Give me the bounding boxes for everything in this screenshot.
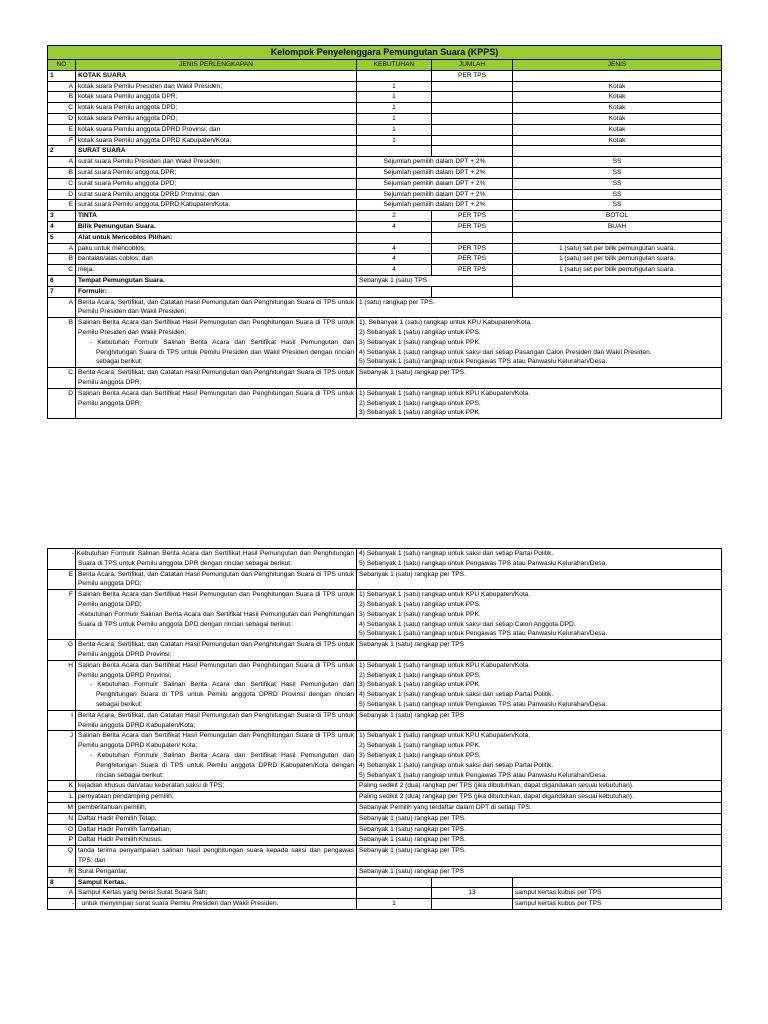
kebutuhan-line: 2) Sebanyak 1 (satu) rangkap untuk PPS. bbox=[359, 399, 481, 407]
kebutuhan-line: 2) Sebanyak 1 (satu) rangkap untuk PPK. bbox=[359, 742, 481, 750]
header-no: NO bbox=[48, 60, 76, 71]
section-row bbox=[48, 286, 722, 297]
row-jumlah: PER TPS bbox=[432, 243, 513, 254]
kebutuhan-line: 3) Sebanyak 1 (satu) rangkap untuk PPK. bbox=[359, 409, 481, 417]
empty-cell bbox=[432, 135, 513, 146]
row-kebutuhan: Paling sedikit 2 (dua) rangkap per TPS (jika dibutuhkan, dapat digandakan sesuai kebutuhan). bbox=[357, 792, 722, 803]
header-jenis: JENIS bbox=[513, 60, 722, 71]
row-no: P bbox=[48, 835, 76, 846]
table-title-row bbox=[48, 46, 722, 60]
kebutuhan-line: 5) Sebanyak 1 (satu) rangkap untuk Pengawas TPS atau Panwaslu Kelurahan/Desa. bbox=[359, 630, 608, 638]
row-no: B bbox=[48, 92, 76, 103]
row-item bbox=[76, 318, 357, 368]
table-row bbox=[48, 569, 722, 590]
row-item-sub-text: Kebutuhan Formulir Salinan Berita Acara dan Sertifikat Hasil Pemungutan dan Penghitungan Suara di TPS untuk Pemilu anggota DPRD Kabupaten/Kota dengan rincian sebagai berikut: bbox=[96, 751, 354, 779]
row-kebutuhan: Sejumlah pemilih dalam DPT + 2% bbox=[357, 189, 513, 200]
row-item bbox=[76, 660, 357, 710]
row-kebutuhan-list bbox=[357, 388, 722, 418]
table-row bbox=[48, 590, 722, 640]
row-item: surat suara Pemilu anggota DPRD Provinsi; dan bbox=[76, 189, 357, 200]
row-jenis: BOTOL bbox=[513, 211, 722, 222]
row-item-text: Salinan Berita Acara dan Sertifikat Hasil Pemungutan dan Penghitungan Suara di TPS untuk Pemilu anggota DPRD Provinsi; bbox=[78, 661, 354, 679]
row-jumlah: PER TPS bbox=[432, 221, 513, 232]
row-no: B bbox=[48, 254, 76, 265]
table-row bbox=[48, 297, 722, 318]
kebutuhan-line: 1) Sebanyak 1 (satu) rangkap untuk KPU Kabupaten/Kota. bbox=[359, 389, 531, 397]
row-kebutuhan: 1 bbox=[357, 899, 432, 910]
row-no: A bbox=[48, 297, 76, 318]
kebutuhan-line: 1) Sebanyak 1 (satu) rangkap untuk KPU Kabupaten/Kota. bbox=[359, 661, 531, 669]
row-kebutuhan: Sebanyak 1 (satu) rangkap per TPS. bbox=[357, 813, 722, 824]
kebutuhan-line: 4) Sebanyak 1 (satu) rangkap untuk saksi dari setiap Partai Politik. bbox=[359, 761, 554, 769]
empty-cell bbox=[432, 877, 513, 888]
row-kebutuhan: 4 bbox=[357, 243, 432, 254]
row-no: A bbox=[48, 157, 76, 168]
table-row bbox=[48, 660, 722, 710]
row-item: kotak suara Pemilu anggota DPRD Kabupaten/Kota. bbox=[76, 135, 357, 146]
row-item-sub-text: Kebutuhan Formulir Salinan Berita Acara dan Sertifikat Hasil Pemungutan dan Penghitungan Suara di TPS untuk Pemilu anggota DPRD Provinsi dengan rincian sebagai berikut: bbox=[96, 681, 354, 708]
empty-cell bbox=[357, 70, 432, 81]
row-no: E bbox=[48, 200, 76, 211]
row-kebutuhan: Sebanyak 1 (satu) rangkap per TPS. bbox=[357, 824, 722, 835]
empty-cell bbox=[357, 877, 432, 888]
kebutuhan-line: 2) Sebanyak 1 (satu) rangkap untuk PPS. bbox=[359, 671, 481, 679]
kebutuhan-line: 3) Sebanyak 1 (satu) rangkap untuk PPK. bbox=[359, 610, 481, 618]
empty-cell bbox=[432, 113, 513, 124]
row-jenis: 1 (satu) set per bilik pemungutan suara. bbox=[513, 243, 722, 254]
row-item: Berita Acara, Sertifikat, dan Catatan Hasil Pemungutan dan Penghitungan Suara di TPS untuk Pemilu anggota DPR; bbox=[76, 368, 357, 389]
kebutuhan-line: 2) Sebanyak 1 (satu) rangkap untuk PPS. bbox=[359, 328, 481, 336]
row-no: F bbox=[48, 590, 76, 640]
section-row bbox=[48, 877, 722, 888]
row-no: A bbox=[48, 888, 76, 899]
empty-cell bbox=[357, 232, 432, 243]
row-jumlah: PER TPS bbox=[432, 211, 513, 222]
kebutuhan-line: 5) Sebanyak 1 (satu) rangkap untuk Pengawas TPS atau Panwaslu Kelurahan/Desa. bbox=[359, 771, 608, 779]
section-name: TINTA bbox=[76, 211, 357, 222]
row-kebutuhan: 1 bbox=[357, 103, 432, 114]
table-row bbox=[48, 265, 722, 276]
row-item: Daftar Hadir Pemilih Tetap; bbox=[76, 813, 357, 824]
row-no: I bbox=[48, 710, 76, 731]
row-jumlah: PER TPS bbox=[432, 254, 513, 265]
row-no: J bbox=[48, 731, 76, 781]
section-no: 2 bbox=[48, 146, 76, 157]
row-item: bantalan/alas coblos; dan bbox=[76, 254, 357, 265]
row-no: E bbox=[48, 569, 76, 590]
row-jenis: SS bbox=[513, 157, 722, 168]
row-item-sub-text: Kebutuhan Formulir Salinan Berita Acara dan Sertifikat Hasil Pemungutan dan Penghitungan Suara di TPS untuk Pemilu anggota DPR dengan rincian sebagai berikut: bbox=[76, 550, 354, 567]
row-no: A bbox=[48, 243, 76, 254]
row-item-sub bbox=[72, 549, 357, 570]
row-item: meja. bbox=[76, 265, 357, 276]
row-no: M bbox=[48, 802, 76, 813]
kebutuhan-line: 4) Sebanyak 1 (satu) rangkap untuk saksi dari setiap Partai Politik. bbox=[359, 691, 554, 699]
kebutuhan-line: 2) Sebanyak 1 (satu) rangkap untuk PPS. bbox=[359, 600, 481, 608]
row-kebutuhan: Sebanyak 1 (satu) rangkap per TPS bbox=[357, 640, 722, 661]
row-no: Q bbox=[48, 846, 76, 867]
row-item: kotak suara Pemilu anggota DPR; bbox=[76, 92, 357, 103]
row-jenis: SS bbox=[513, 167, 722, 178]
table-row bbox=[48, 388, 722, 418]
section-no: 4 bbox=[48, 221, 76, 232]
section-no: 7 bbox=[48, 286, 76, 297]
section-row bbox=[48, 221, 722, 232]
row-no: E bbox=[48, 124, 76, 135]
row-no: D bbox=[48, 388, 76, 418]
row-no: C bbox=[48, 178, 76, 189]
table-row bbox=[48, 640, 722, 661]
row-no: N bbox=[48, 813, 76, 824]
kebutuhan-line: 1) Sebanyak 1 (satu) rangkap untuk KPU Kabupaten/Kota. bbox=[359, 732, 531, 740]
row-no: C bbox=[48, 103, 76, 114]
row-item-text: Salinan Berita Acara dan Sertifikat Hasil Pemungutan dan Penghitungan Suara di TPS untuk Pemilu Presiden dan Wakil Presiden; bbox=[78, 319, 354, 336]
table-row bbox=[48, 846, 722, 867]
row-no: B bbox=[48, 167, 76, 178]
table-row bbox=[48, 113, 722, 124]
empty-cell bbox=[357, 888, 432, 899]
table-row bbox=[48, 899, 722, 910]
row-item: pernyataan pendamping pemilih; bbox=[76, 792, 357, 803]
section-name: SURAT SUARA bbox=[76, 146, 357, 157]
row-item: Daftar Hadir Pemilih Khusus; bbox=[76, 835, 357, 846]
empty-cell bbox=[357, 146, 432, 157]
kebutuhan-line: 3) Sebanyak 1 (satu) rangkap untuk PPS. bbox=[359, 751, 481, 759]
row-item: Daftar Hadir Pemilih Tambahan; bbox=[76, 824, 357, 835]
row-no: F bbox=[48, 135, 76, 146]
row-item-sub-text: -Kebutuhan Formulir Salinan Berita Acara dan Sertifikat Hasil Pemungutan dan Penghitungan Suara di TPS untuk Pemilu anggota DPD dengan rincian sebagai berikut: bbox=[78, 610, 354, 628]
empty-cell bbox=[432, 232, 513, 243]
bullet-dash: - bbox=[72, 900, 82, 908]
row-kebutuhan: Sebanyak 1 (satu) rangkap per TPS bbox=[357, 866, 722, 877]
row-kebutuhan: 1 bbox=[357, 135, 432, 146]
table-row bbox=[48, 200, 722, 211]
row-jenis: Kotak bbox=[513, 135, 722, 146]
row-item-sub-text: untuk menyimpan surat suara Pemilu Presiden dan Wakil Presiden. bbox=[81, 900, 279, 908]
table-row bbox=[48, 318, 722, 368]
row-jenis: Kotak bbox=[513, 113, 722, 124]
empty-cell bbox=[513, 146, 722, 157]
row-kebutuhan: Sebanyak Pemilih yang terdaftar dalam DPT di setiap TPS. bbox=[357, 802, 722, 813]
row-kebutuhan: 1 bbox=[357, 81, 432, 92]
kebutuhan-line: 3) Sebanyak 1 (satu) rangkap untuk PPK. bbox=[359, 681, 481, 689]
row-item-sub bbox=[78, 751, 354, 780]
table-header-row bbox=[48, 60, 722, 71]
row-item: Berita Acara, Sertifikat, dan Catatan Hasil Pemungutan dan Penghitungan Suara di TPS untuk Pemilu Presiden dan Wakil Presiden; bbox=[76, 297, 357, 318]
row-no: B bbox=[48, 318, 76, 368]
table-row bbox=[48, 135, 722, 146]
row-item: Berita Acara, Sertifikat, dan Catatan Hasil Pemungutan dan Penghitungan Suara di TPS untuk Pemilu anggota DPRD Kabupaten/Kota; bbox=[76, 710, 357, 731]
table-row bbox=[48, 888, 722, 899]
row-item-sub bbox=[78, 680, 354, 709]
table-row bbox=[48, 710, 722, 731]
row-jenis: BUAH bbox=[513, 221, 722, 232]
kebutuhan-line: 1) Sebanyak 1 (satu) rangkap untuk KPU Kabupaten/Kota. bbox=[359, 591, 531, 599]
table-row bbox=[48, 124, 722, 135]
kebutuhan-line: 5) Sebanyak 1 (satu) rangkap untuk Pengawas TPS atau Panwaslu Kelurahan/Desa. bbox=[359, 700, 608, 708]
table-row bbox=[48, 824, 722, 835]
row-item: kotak suara Pemilu anggota DPD; bbox=[76, 103, 357, 114]
empty-cell bbox=[432, 146, 513, 157]
row-jenis: Kotak bbox=[513, 92, 722, 103]
row-jumlah: PER TPS bbox=[432, 265, 513, 276]
row-jenis: 1 (satu) set per bilik pemungutan suara. bbox=[513, 254, 722, 265]
section-no: 3 bbox=[48, 211, 76, 222]
section-no: 6 bbox=[48, 275, 76, 286]
row-no: C bbox=[48, 265, 76, 276]
row-item bbox=[76, 731, 357, 781]
row-item-sub bbox=[72, 899, 357, 910]
row-item: Berita Acara, Sertifikat, dan Catatan Hasil Pemungutan dan Penghitungan Suara di TPS untuk Pemilu anggota DPD; bbox=[76, 569, 357, 590]
kebutuhan-line: 5) Sebanyak 1 (satu) rangkap untuk Pengawas TPS atau Panwaslu Kelurahan/Desa. bbox=[359, 358, 608, 366]
section-name: Formulir: bbox=[76, 286, 357, 297]
row-kebutuhan: Sejumlah pemilih dalam DPT + 2% bbox=[357, 178, 513, 189]
table-row bbox=[48, 92, 722, 103]
kpps-table-page-1 bbox=[47, 45, 722, 419]
empty-cell bbox=[432, 124, 513, 135]
table-row bbox=[48, 781, 722, 792]
table-row bbox=[48, 731, 722, 781]
empty-cell bbox=[432, 899, 513, 910]
row-item: pemberitahuan pemilih; bbox=[76, 802, 357, 813]
header-kebutuhan: KEBUTUHAN bbox=[357, 60, 432, 71]
row-no: A bbox=[48, 81, 76, 92]
row-item: Berita Acara, Sertifikat, dan Catatan Hasil Pemungutan dan Penghitungan Suara di TPS untuk Pemilu anggota DPRD Provinsi; bbox=[76, 640, 357, 661]
header-jenis-perlengkapan: JENIS PERLENGKAPAN bbox=[76, 60, 357, 71]
row-jumlah: 13 bbox=[432, 888, 513, 899]
row-item: surat suara Pemilu anggota DPD; bbox=[76, 178, 357, 189]
kebutuhan-line: 5) Sebanyak 1 (satu) rangkap untuk Pengawas TPS atau Panwaslu Kelurahan/Desa. bbox=[359, 559, 608, 567]
row-no: C bbox=[48, 368, 76, 389]
empty-cell bbox=[513, 877, 722, 888]
row-kebutuhan: Sebanyak 1 (satu) rangkap per TPS. bbox=[357, 569, 722, 590]
row-item-sub-text: Kebutuhan Formulir Salinan Berita Acara dan Sertifikat Hasil Pemungutan dan Penghitungan Suara di TPS untuk Pemilu Presiden dan Wakil Presiden dengan rincian sebagai berikut: bbox=[96, 338, 354, 366]
kebutuhan-line: 3) Sebanyak 1 (satu) rangkap untuk PPK. bbox=[359, 338, 481, 346]
row-kebutuhan: 1 bbox=[357, 113, 432, 124]
kebutuhan-line: 1). Sebanyak 1 (satu) rangkap untuk KPU Kabupaten/Kota. bbox=[359, 319, 533, 327]
row-item: paku untuk mencoblos; bbox=[76, 243, 357, 254]
table-row bbox=[48, 792, 722, 803]
row-jenis: Kotak bbox=[513, 81, 722, 92]
row-no: L bbox=[48, 792, 76, 803]
row-kebutuhan: Sejumlah pemilih dalam DPT + 2% bbox=[357, 167, 513, 178]
row-item: kejadian khusus dan/atau keberatan saksi di TPS; bbox=[76, 781, 357, 792]
table-row bbox=[48, 81, 722, 92]
row-kebutuhan-list bbox=[357, 549, 722, 570]
table-row bbox=[48, 178, 722, 189]
row-no: G bbox=[48, 640, 76, 661]
header-jumlah: JUMLAH bbox=[432, 60, 513, 71]
empty-cell bbox=[432, 286, 513, 297]
row-item bbox=[76, 590, 357, 640]
section-name: KOTAK SUARA bbox=[76, 70, 357, 81]
row-item-text: Salinan Berita Acara dan Sertifikat Hasil Pemungutan dan Penghitungan Suara di TPS untuk Pemilu anggota DPD; bbox=[78, 591, 354, 608]
row-kebutuhan: Sebanyak 1 (satu) rangkap per TPS. bbox=[357, 846, 722, 867]
row-kebutuhan: 2 bbox=[357, 211, 432, 222]
row-jenis: sampul kertas kubus per TPS bbox=[513, 899, 722, 910]
row-kebutuhan: 1 (satu) rangkap per TPS. bbox=[357, 297, 722, 318]
row-no: K bbox=[48, 781, 76, 792]
section-row bbox=[48, 211, 722, 222]
table-row bbox=[48, 167, 722, 178]
table-row bbox=[48, 835, 722, 846]
row-kebutuhan-list bbox=[357, 590, 722, 640]
row-item: kotak suara Pemilu anggota DPRD Provinsi; dan bbox=[76, 124, 357, 135]
row-kebutuhan-list bbox=[357, 318, 722, 368]
row-no: O bbox=[48, 824, 76, 835]
row-item: tanda terima penyampaian salinan hasil penghitungan suara kepada saksi dan pengawas TPS; dan bbox=[76, 846, 357, 867]
table-row bbox=[48, 254, 722, 265]
row-kebutuhan: Sejumlah pemilih dalam DPT + 2% bbox=[357, 200, 513, 211]
empty-cell bbox=[513, 275, 722, 286]
row-kebutuhan-list bbox=[357, 660, 722, 710]
table-title: Kelompok Penyelenggara Pemungutan Suara (KPPS) bbox=[48, 46, 722, 60]
row-no: D bbox=[48, 113, 76, 124]
row-item: kotak suara Pemilu anggota DPD; bbox=[76, 113, 357, 124]
empty-cell bbox=[513, 286, 722, 297]
section-row bbox=[48, 275, 722, 286]
section-name: Alat untuk Mencoblos Pilihan: bbox=[76, 232, 357, 243]
section-row bbox=[48, 70, 722, 81]
bullet-dash: - bbox=[90, 338, 98, 346]
row-no: D bbox=[48, 189, 76, 200]
row-kebutuhan: 1 bbox=[357, 92, 432, 103]
row-kebutuhan: 4 bbox=[357, 265, 432, 276]
empty-cell bbox=[513, 232, 722, 243]
row-kebutuhan: Sebanyak 1 (satu) rangkap per TPS. bbox=[357, 835, 722, 846]
row-kebutuhan-list bbox=[357, 731, 722, 781]
row-item: Surat Pengantar. bbox=[76, 866, 357, 877]
table-row bbox=[48, 189, 722, 200]
table-row bbox=[48, 813, 722, 824]
row-item: surat suara Pemilu anggota DPRD Kabupaten/Kota. bbox=[76, 200, 357, 211]
row-jenis: Kotak bbox=[513, 124, 722, 135]
row-kebutuhan: 4 bbox=[357, 254, 432, 265]
row-kebutuhan: Sebanyak 1 (satu) TPS bbox=[357, 275, 513, 286]
section-row bbox=[48, 146, 722, 157]
table-row bbox=[48, 103, 722, 114]
section-name: Tempat Pemungutan Suara. bbox=[76, 275, 357, 286]
row-item: surat suara Pemilu Presiden dan Wakil Presiden; bbox=[76, 157, 357, 168]
row-item-sub bbox=[78, 338, 354, 367]
row-item: Salinan Berita Acara dan Sertifikat Hasil Pemungutan dan Penghitungan Suara di TPS untuk Pemilu anggota DPR; bbox=[76, 388, 357, 418]
row-kebutuhan: Sejumlah pemilih dalam DPT + 2% bbox=[357, 157, 513, 168]
kebutuhan-line: 4) Sebanyak 1 (satu) rangkap untuk saksi dari setiap Calon Anggota DPD. bbox=[359, 620, 576, 628]
row-item: surat suara Pemilu anggota DPR; bbox=[76, 167, 357, 178]
empty-cell bbox=[432, 81, 513, 92]
kebutuhan-line: 4) Sebanyak 1 (satu) rangkap untuk saksi dari setiap Partai Politik. bbox=[359, 550, 554, 557]
table-row bbox=[48, 368, 722, 389]
section-row bbox=[48, 232, 722, 243]
table-row bbox=[48, 866, 722, 877]
row-jenis: 1 (satu) set per bilik pemungutan suara. bbox=[513, 265, 722, 276]
row-jenis: SS bbox=[513, 200, 722, 211]
kebutuhan-line: 4) Sebanyak 1 (satu) rangkap untuk saksi dari setiap Pasangan Calon Presiden dan Wakil Presiden. bbox=[359, 348, 652, 356]
row-item: Sampul Kertas yang berisi Surat Suara Sah; bbox=[76, 888, 357, 899]
section-no: 5 bbox=[48, 232, 76, 243]
section-no: 1 bbox=[48, 70, 76, 81]
row-kebutuhan: Sebanyak 1 (satu) rangkap per TPS bbox=[357, 710, 722, 731]
row-kebutuhan: 4 bbox=[357, 221, 432, 232]
row-kebutuhan: 1 bbox=[357, 124, 432, 135]
empty-cell bbox=[357, 286, 432, 297]
table-row bbox=[48, 549, 722, 570]
section-no: 8 bbox=[48, 877, 76, 888]
row-item-text: Salinan Berita Acara dan Sertifikat Hasil Pemungutan dan Penghitungan Suara di TPS untuk Pemilu anggota DPRD Kabupaten/ Kota; bbox=[78, 732, 354, 750]
row-jenis: sampul kertas kubus per TPS bbox=[513, 888, 722, 899]
kpps-table-page-2 bbox=[47, 548, 722, 910]
table-row bbox=[48, 157, 722, 168]
bullet-dash: - bbox=[90, 751, 98, 759]
row-no: H bbox=[48, 660, 76, 710]
row-jenis: SS bbox=[513, 189, 722, 200]
empty-cell bbox=[432, 92, 513, 103]
row-jenis: SS bbox=[513, 178, 722, 189]
section-name: Sampul Kertas. bbox=[76, 877, 357, 888]
table-row bbox=[48, 243, 722, 254]
section-jumlah: PER TPS bbox=[432, 70, 513, 81]
empty-cell bbox=[513, 70, 722, 81]
section-name: Bilik Pemungutan Suara. bbox=[76, 221, 357, 232]
row-item: kotak suara Pemilu Presiden dan Wakil Presiden; bbox=[76, 81, 357, 92]
bullet-dash: - bbox=[72, 550, 77, 557]
row-jenis: Kotak bbox=[513, 103, 722, 114]
bullet-dash: - bbox=[90, 681, 98, 689]
table-row bbox=[48, 802, 722, 813]
row-kebutuhan: Paling sedikit 2 (dua) rangkap per TPS (jika dibutuhkan, dapat digandakan sesuai kebutuhan). bbox=[357, 781, 722, 792]
row-kebutuhan: Sebanyak 1 (satu) rangkap per TPS. bbox=[357, 368, 722, 389]
row-no: R bbox=[48, 866, 76, 877]
empty-cell bbox=[432, 103, 513, 114]
